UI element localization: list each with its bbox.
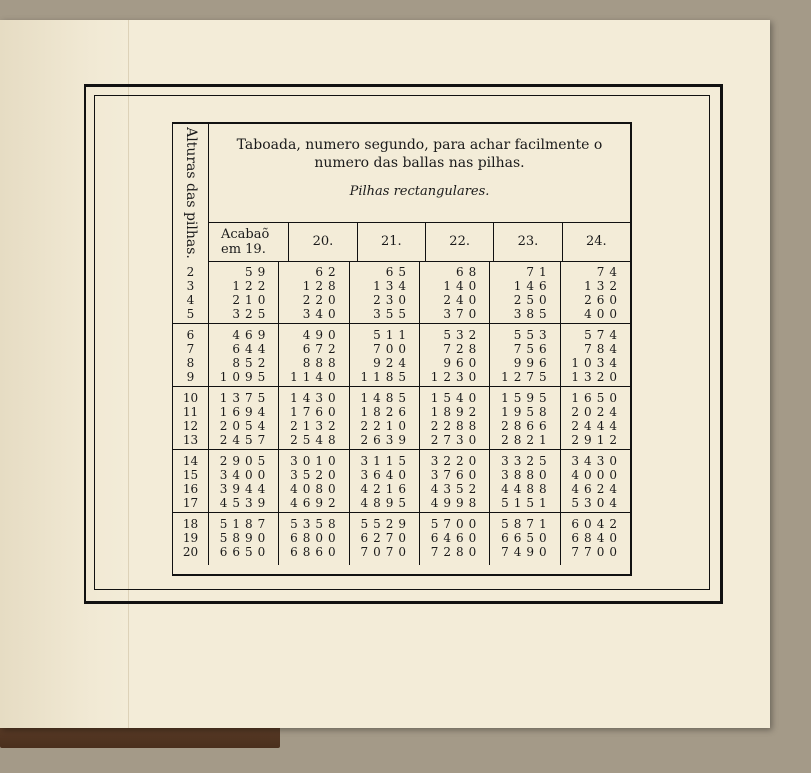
ball-count-cell: 888 (302, 356, 341, 370)
value-columns (209, 387, 630, 449)
value-column (279, 324, 349, 386)
value-column (209, 324, 279, 386)
ball-count-cell: 1650 (571, 391, 622, 405)
value-column (350, 387, 420, 449)
ball-count-cell: 260 (584, 293, 622, 307)
value-column (420, 450, 490, 512)
ball-count-cell: 1540 (430, 391, 482, 405)
ball-count-cell: 5700 (430, 517, 482, 531)
ball-count-cell: 996 (513, 356, 552, 370)
ball-count-cell: 132 (584, 279, 622, 293)
ball-count-cell: 1958 (501, 405, 552, 419)
ball-count-cell: 4998 (430, 496, 482, 510)
pile-height-cell: 12 (182, 419, 199, 433)
pile-height-cell: 2 (186, 265, 195, 279)
pile-height-cell: 7 (186, 342, 195, 356)
value-column (209, 261, 279, 323)
value-column (561, 513, 630, 565)
value-column (420, 324, 490, 386)
ball-count-cell: 3760 (430, 468, 482, 482)
value-columns (209, 513, 630, 565)
row-group (173, 261, 630, 324)
table-heading (209, 124, 630, 223)
ball-count-cell: 574 (584, 328, 622, 342)
pile-height-cell: 17 (182, 496, 199, 510)
pile-height-cell: 10 (182, 391, 199, 405)
ball-count-cell: 3010 (290, 454, 341, 468)
value-column (350, 261, 420, 323)
ball-count-cell: 4352 (430, 482, 482, 496)
pile-height-cell: 20 (182, 545, 199, 559)
value-column (350, 513, 420, 565)
ball-count-cell: 728 (443, 342, 482, 356)
pile-height-cell: 9 (186, 370, 195, 384)
pile-height-cell: 19 (182, 531, 199, 545)
value-columns (209, 261, 630, 323)
ball-count-cell: 5871 (501, 517, 552, 531)
ball-count-cell: 4624 (571, 482, 622, 496)
ball-count-cell: 6042 (571, 517, 622, 531)
ball-count-cell: 553 (513, 328, 552, 342)
ball-count-cell: 325 (232, 307, 271, 321)
ball-count-cell: 2866 (501, 419, 552, 433)
ball-count-cell: 2444 (571, 419, 622, 433)
ball-count-cell: 250 (513, 293, 552, 307)
ball-count-cell: 3115 (360, 454, 411, 468)
ball-count-cell: 1140 (290, 370, 341, 384)
height-column (173, 324, 209, 386)
height-column (173, 261, 209, 323)
ball-count-cell: 1275 (501, 370, 552, 384)
column-header: 22. (426, 222, 494, 261)
ball-count-cell: 2548 (290, 433, 341, 447)
ball-count-cell: 1185 (360, 370, 411, 384)
ball-count-cell: 1892 (430, 405, 482, 419)
pile-height-cell: 6 (186, 328, 195, 342)
pile-height-cell: 8 (186, 356, 195, 370)
value-column (490, 387, 560, 449)
ball-count-cell: 3520 (290, 468, 341, 482)
ball-count-cell: 6270 (360, 531, 411, 545)
column-header: 23. (494, 222, 562, 261)
ball-count-cell: 210 (232, 293, 271, 307)
ball-count-cell: 1034 (571, 356, 622, 370)
height-column (173, 450, 209, 512)
ball-count-cell: 6860 (290, 545, 341, 559)
value-column (561, 261, 630, 323)
pile-height-cell: 16 (182, 482, 199, 496)
ball-count-cell: 7490 (501, 545, 552, 559)
ball-count-cell: 385 (513, 307, 552, 321)
ball-count-cell: 1095 (219, 370, 271, 384)
ball-count-cell: 3400 (219, 468, 271, 482)
ball-count-cell: 2210 (360, 419, 411, 433)
ball-count-cell: 924 (373, 356, 411, 370)
row-group (173, 513, 630, 565)
ball-count-cell: 4539 (219, 496, 271, 510)
value-column (209, 513, 279, 565)
table-title: Taboada, numero segundo, para achar facilmente o numero das ballas nas pilhas. (236, 137, 603, 171)
value-columns (209, 450, 630, 512)
column-header: 24. (585, 234, 607, 249)
ball-count-cell: 1694 (219, 405, 271, 419)
value-column (490, 261, 560, 323)
pile-height-cell: 11 (182, 405, 199, 419)
value-column (490, 450, 560, 512)
pile-height-cell: 5 (186, 307, 195, 321)
value-column (279, 513, 349, 565)
ball-count-cell: 3944 (219, 482, 271, 496)
value-column (420, 513, 490, 565)
table-body (173, 261, 630, 574)
ball-count-cell: 5304 (571, 496, 622, 510)
ball-count-cell: 140 (443, 279, 482, 293)
ball-count-cell: 1430 (290, 391, 341, 405)
ball-count-cell: 4692 (290, 496, 341, 510)
ball-count-cell: 2054 (219, 419, 271, 433)
value-column (420, 387, 490, 449)
ball-count-cell: 7070 (360, 545, 411, 559)
value-column (350, 324, 420, 386)
value-column (420, 261, 490, 323)
ball-count-cell: 74 (596, 265, 622, 279)
ball-count-cell: 5358 (290, 517, 341, 531)
ball-count-cell: 68 (456, 265, 482, 279)
ball-count-cell: 2730 (430, 433, 482, 447)
ball-count-cell: 2912 (571, 433, 622, 447)
ball-count-cell: 5890 (219, 531, 271, 545)
ball-count-cell: 3880 (501, 468, 552, 482)
column-header: 21. (358, 222, 426, 261)
ball-count-cell: 1826 (360, 405, 411, 419)
ball-count-cell: 230 (373, 293, 411, 307)
column-header: Acabaõ em 19. (209, 222, 289, 261)
ball-count-cell: 146 (513, 279, 552, 293)
row-group (173, 450, 630, 513)
ball-count-cell: 960 (443, 356, 482, 370)
ball-count-cell: 220 (302, 293, 341, 307)
ball-count-cell: 62 (315, 265, 341, 279)
ball-count-cell: 490 (302, 328, 341, 342)
row-group (173, 387, 630, 450)
ball-pile-table (172, 122, 632, 576)
ball-count-cell: 2905 (219, 454, 271, 468)
value-column (279, 450, 349, 512)
ball-count-cell: 1320 (571, 370, 622, 384)
value-column (209, 450, 279, 512)
column-header: 20. (289, 222, 357, 261)
ball-count-cell: 1375 (219, 391, 271, 405)
ball-count-cell: 852 (232, 356, 271, 370)
ball-count-cell: 2024 (571, 405, 622, 419)
pile-height-cell: 4 (186, 293, 195, 307)
ball-count-cell: 4000 (571, 468, 622, 482)
value-column (561, 324, 630, 386)
ball-count-cell: 3640 (360, 468, 411, 482)
ball-count-cell: 2132 (290, 419, 341, 433)
pile-heights-label: Alturas das pilhas. (182, 126, 199, 259)
height-column (173, 513, 209, 565)
ball-count-cell: 2821 (501, 433, 552, 447)
pile-height-cell: 18 (182, 517, 199, 531)
ball-count-cell: 6840 (571, 531, 622, 545)
ball-count-cell: 532 (443, 328, 482, 342)
height-column (173, 387, 209, 449)
column-headers (209, 222, 630, 262)
ball-count-cell: 6800 (290, 531, 341, 545)
ball-count-cell: 700 (373, 342, 411, 356)
ball-count-cell: 71 (526, 265, 552, 279)
ball-count-cell: 6650 (501, 531, 552, 545)
ball-count-cell: 400 (584, 307, 622, 321)
pile-heights-header (173, 124, 209, 261)
value-column (490, 513, 560, 565)
ball-count-cell: 1230 (430, 370, 482, 384)
ball-count-cell: 65 (385, 265, 411, 279)
ball-count-cell: 784 (584, 342, 622, 356)
ball-count-cell: 5529 (360, 517, 411, 531)
ball-count-cell: 4895 (360, 496, 411, 510)
value-column (561, 450, 630, 512)
ball-count-cell: 5187 (219, 517, 271, 531)
ball-count-cell: 122 (232, 279, 271, 293)
table-subtitle: Pilhas rectangulares. (349, 184, 490, 199)
ball-count-cell: 128 (302, 279, 341, 293)
ball-count-cell: 2288 (430, 419, 482, 433)
ball-count-cell: 3430 (571, 454, 622, 468)
pile-height-cell: 15 (182, 468, 199, 482)
ball-count-cell: 469 (232, 328, 271, 342)
ball-count-cell: 6650 (219, 545, 271, 559)
ball-count-cell: 672 (302, 342, 341, 356)
ball-count-cell: 6460 (430, 531, 482, 545)
ball-count-cell: 1595 (501, 391, 552, 405)
ball-count-cell: 511 (373, 328, 411, 342)
value-column (279, 261, 349, 323)
ball-count-cell: 4080 (290, 482, 341, 496)
ball-count-cell: 644 (232, 342, 271, 356)
ball-count-cell: 2457 (219, 433, 271, 447)
value-column (490, 324, 560, 386)
ball-count-cell: 1760 (290, 405, 341, 419)
ball-count-cell: 240 (443, 293, 482, 307)
value-column (279, 387, 349, 449)
pile-height-cell: 13 (182, 433, 199, 447)
value-column (209, 387, 279, 449)
ball-count-cell: 2639 (360, 433, 411, 447)
ball-count-cell: 7280 (430, 545, 482, 559)
pile-height-cell: 3 (186, 279, 195, 293)
ball-count-cell: 370 (443, 307, 482, 321)
ball-count-cell: 59 (245, 265, 271, 279)
pile-height-cell: 14 (182, 454, 199, 468)
ball-count-cell: 3220 (430, 454, 482, 468)
row-group (173, 324, 630, 387)
ball-count-cell: 355 (373, 307, 411, 321)
value-column (561, 387, 630, 449)
ball-count-cell: 4488 (501, 482, 552, 496)
value-columns (209, 324, 630, 386)
ball-count-cell: 7700 (571, 545, 622, 559)
value-column (350, 450, 420, 512)
ball-count-cell: 3325 (501, 454, 552, 468)
ball-count-cell: 134 (373, 279, 411, 293)
ball-count-cell: 5151 (501, 496, 552, 510)
ball-count-cell: 340 (302, 307, 341, 321)
ball-count-cell: 756 (513, 342, 552, 356)
ball-count-cell: 1485 (360, 391, 411, 405)
ball-count-cell: 4216 (360, 482, 411, 496)
